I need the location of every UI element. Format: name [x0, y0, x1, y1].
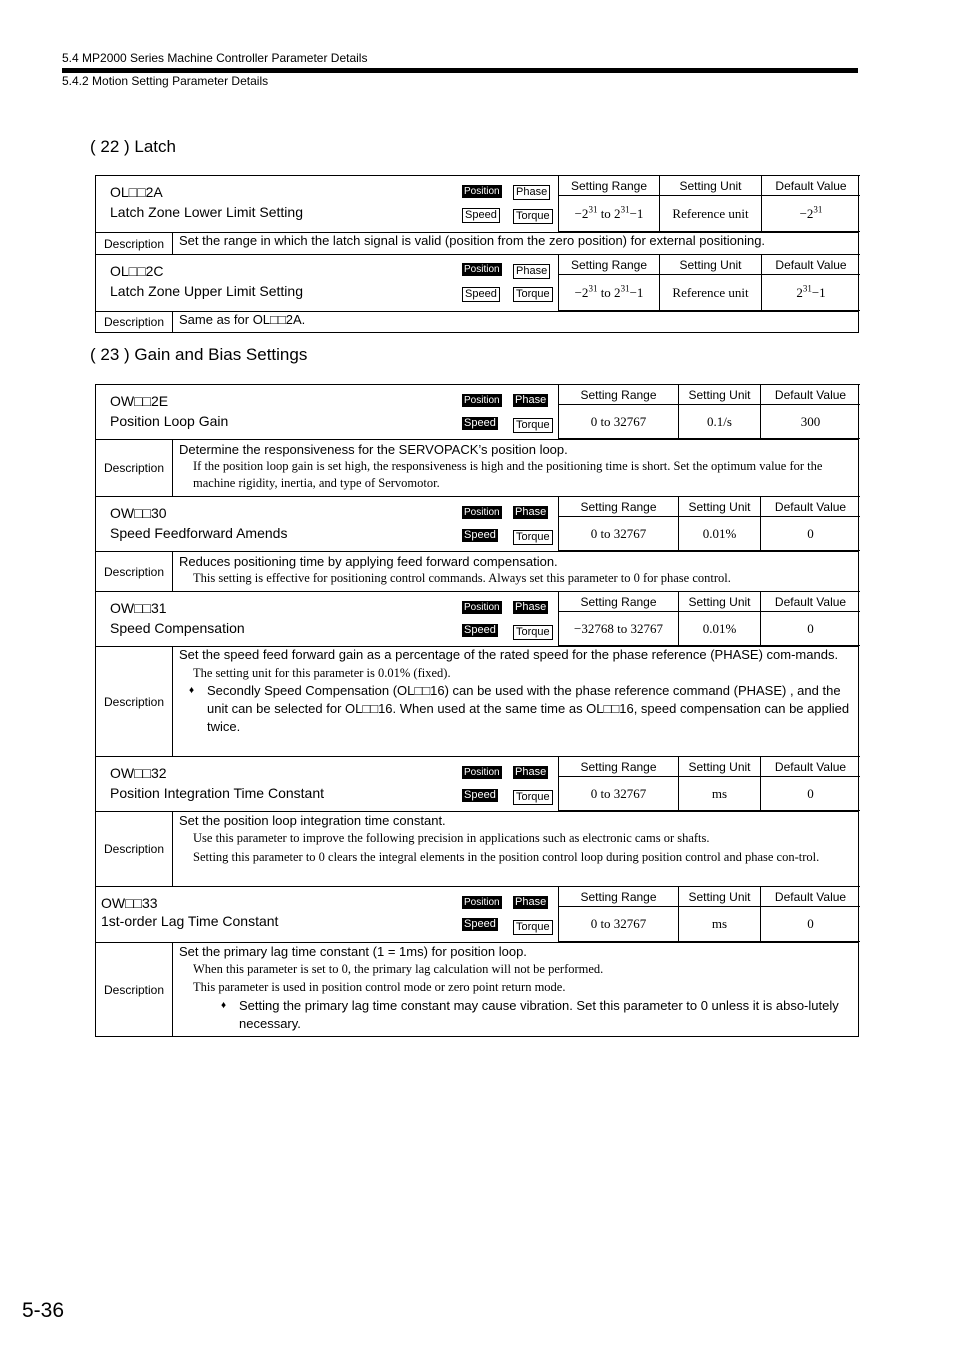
- header-default-value: Default Value: [761, 757, 861, 777]
- param-row-ow33: [96, 886, 858, 942]
- description-body: [173, 440, 858, 496]
- setting-range: 0 to 32767: [559, 517, 679, 551]
- header-setting-unit: Setting Unit: [660, 255, 762, 275]
- mode-position-active: Position: [464, 602, 500, 613]
- setting-range: $-2^{31}$ to $2^{31}-1$: [559, 196, 660, 232]
- param-row-ol2c: [96, 254, 858, 311]
- param-code: OL□□2C: [110, 263, 164, 279]
- description-row: [96, 232, 858, 254]
- description-note: If the position loop gain is set high, the responsiveness is high and the positioning time is short. Set the optimum value for the machine rigidity, inertia, and type of Servomotor.: [193, 459, 823, 490]
- setting-unit: 0.01%: [679, 612, 761, 646]
- setting-unit: ms: [679, 907, 761, 942]
- header-setting-range: Setting Range: [559, 757, 679, 777]
- param-code: OW□□30: [110, 505, 167, 521]
- setting-range: 0 to 32767: [559, 907, 679, 942]
- setting-range: −32768 to 32767: [559, 612, 679, 646]
- param-name: Latch Zone Lower Limit Setting: [110, 204, 303, 220]
- header-setting-unit: Setting Unit: [660, 176, 762, 196]
- description-body: [173, 647, 858, 756]
- description-bullet: ♦ Secondly Speed Compensation (OL□□16) can be used with the phase reference command (PHASE) , and the unit can be selected for OL□□16. When used at the same time as OL□□16, speed compensation can be applied twice.: [189, 683, 850, 734]
- param-code: OL□□2A: [110, 184, 163, 200]
- mode-phase-active: Phase: [515, 766, 547, 778]
- description-label: Description: [96, 440, 173, 496]
- mode-speed-active: Speed: [464, 417, 496, 429]
- description-text: Set the speed feed forward gain as a percentage of the rated speed for the phase reference (PHASE) com-mands.: [179, 647, 839, 662]
- header-setting-range: Setting Range: [559, 497, 679, 517]
- param-row-ol2a: [96, 176, 858, 232]
- default-value: 0: [761, 517, 861, 551]
- bullet-icon: ♦: [189, 685, 195, 696]
- description-text: Set the primary lag time constant (1 = 1ms) for position loop.: [179, 944, 527, 959]
- header-rule: [62, 68, 858, 73]
- setting-range: $-2^{31}$ to $2^{31}-1$: [559, 275, 660, 311]
- param-name: 1st-order Lag Time Constant: [101, 913, 279, 929]
- description-label: Description: [96, 312, 173, 332]
- description-body: [173, 943, 858, 1036]
- description-bullet: ♦ Setting the primary lag time constant may cause vibration. Set this parameter to 0 unless it is abso-lutely necessary.: [221, 998, 839, 1031]
- setting-range: 0 to 32767: [559, 777, 679, 811]
- param-value-table: [558, 496, 860, 551]
- mode-speed-inactive: Speed: [462, 208, 500, 223]
- gain-bias-parameter-table: [95, 384, 859, 1037]
- param-row-ow30: [96, 496, 858, 551]
- default-value: 0: [761, 907, 861, 942]
- param-row-ow31: [96, 591, 858, 646]
- param-name: Speed Compensation: [110, 620, 245, 636]
- param-name: Speed Feedforward Amends: [110, 525, 288, 541]
- description-row: [96, 439, 858, 496]
- setting-unit: 0.01%: [679, 517, 761, 551]
- setting-unit: ms: [679, 777, 761, 811]
- header-setting-unit: Setting Unit: [679, 887, 761, 907]
- mode-position-active: Position: [464, 264, 500, 275]
- header-default-value: Default Value: [762, 176, 861, 196]
- param-value-table: [558, 756, 860, 811]
- header-default-value: Default Value: [761, 497, 861, 517]
- section-heading-gain-bias: ( 23 ) Gain and Bias Settings: [90, 345, 308, 364]
- mode-speed-active: Speed: [464, 529, 496, 541]
- description-label: Description: [96, 233, 173, 254]
- header-setting-unit: Setting Unit: [679, 757, 761, 777]
- mode-phase-inactive: Phase: [513, 264, 550, 279]
- running-header-section: 5.4 MP2000 Series Machine Controller Parameter Details: [62, 51, 368, 65]
- default-value: 0: [761, 777, 861, 811]
- default-value: 300: [761, 405, 861, 439]
- default-value: $-2^{31}$: [762, 196, 861, 232]
- param-row-ow32: [96, 756, 858, 811]
- mode-speed-active: Speed: [464, 918, 496, 930]
- header-setting-unit: Setting Unit: [679, 592, 761, 612]
- header-setting-unit: Setting Unit: [679, 497, 761, 517]
- mode-torque-inactive: Torque: [513, 530, 553, 545]
- mode-speed-active: Speed: [464, 789, 496, 801]
- description-note: The setting unit for this parameter is 0.01% (fixed).: [193, 666, 451, 680]
- mode-position-active: Position: [464, 507, 500, 518]
- default-value: 0: [761, 612, 861, 646]
- description-note: Setting this parameter to 0 clears the integral elements in the position control loop during position control and phase con-trol.: [193, 850, 820, 864]
- description-row: [96, 811, 858, 886]
- description-note: When this parameter is set to 0, the primary lag calculation will not be performed.: [193, 962, 604, 976]
- param-name: Latch Zone Upper Limit Setting: [110, 283, 303, 299]
- param-value-table: [558, 175, 860, 232]
- mode-torque-inactive: Torque: [513, 920, 553, 935]
- bullet-icon: ♦: [221, 1000, 227, 1011]
- param-value-table: [558, 591, 860, 646]
- mode-torque-inactive: Torque: [513, 625, 553, 640]
- section-heading-latch: ( 22 ) Latch: [90, 137, 176, 156]
- description-note: This setting is effective for positioning control commands. Always set this parameter to 0 for phase control.: [193, 571, 731, 585]
- header-setting-range: Setting Range: [559, 887, 679, 907]
- mode-phase-inactive: Phase: [513, 185, 550, 200]
- param-value-table: [558, 254, 860, 311]
- description-body: [173, 552, 858, 591]
- mode-phase-active: Phase: [515, 506, 547, 518]
- description-text: Set the range in which the latch signal is valid (position from the zero position) for external positioning.: [179, 233, 766, 248]
- param-value-table: [558, 384, 860, 439]
- mode-torque-inactive: Torque: [513, 790, 553, 805]
- header-setting-range: Setting Range: [559, 176, 660, 196]
- description-label: Description: [96, 552, 173, 591]
- description-row: [96, 942, 858, 1036]
- description-label: Description: [96, 647, 173, 756]
- header-default-value: Default Value: [761, 592, 861, 612]
- param-name: Position Loop Gain: [110, 413, 229, 429]
- mode-position-active: Position: [464, 897, 500, 908]
- param-value-table: [558, 886, 860, 942]
- param-code: OW□□2E: [110, 393, 169, 409]
- setting-unit: Reference unit: [660, 196, 762, 232]
- header-setting-unit: Setting Unit: [679, 385, 761, 405]
- description-row: [96, 551, 858, 591]
- param-code: OW□□31: [110, 600, 167, 616]
- header-default-value: Default Value: [761, 385, 861, 405]
- mode-torque-inactive: Torque: [513, 287, 553, 302]
- param-row-ow2e: [96, 385, 858, 439]
- mode-phase-active: Phase: [515, 601, 547, 613]
- description-body: [173, 812, 858, 886]
- param-code: OW□□32: [110, 765, 167, 781]
- mode-phase-active: Phase: [515, 896, 547, 908]
- header-setting-range: Setting Range: [559, 592, 679, 612]
- setting-unit: 0.1/s: [679, 405, 761, 439]
- description-text: Set the position loop integration time constant.: [179, 813, 446, 828]
- description-row: [96, 646, 858, 756]
- setting-unit: Reference unit: [660, 275, 762, 311]
- description-text: Determine the responsiveness for the SERVOPACK’s position loop.: [179, 442, 568, 457]
- mode-torque-inactive: Torque: [513, 418, 553, 433]
- header-setting-range: Setting Range: [559, 255, 660, 275]
- page-number: 5-36: [22, 1299, 65, 1322]
- mode-speed-active: Speed: [464, 624, 496, 636]
- description-note: This parameter is used in position control mode or zero point return mode.: [193, 980, 566, 994]
- mode-position-active: Position: [464, 767, 500, 778]
- header-default-value: Default Value: [762, 255, 861, 275]
- header-setting-range: Setting Range: [559, 385, 679, 405]
- latch-parameter-table: [95, 175, 859, 333]
- header-default-value: Default Value: [761, 887, 861, 907]
- mode-torque-inactive: Torque: [513, 209, 553, 224]
- mode-position-active: Position: [464, 186, 500, 197]
- mode-speed-inactive: Speed: [462, 287, 500, 302]
- description-text: Same as for OL□□2A.: [179, 312, 306, 327]
- description-row: [96, 311, 858, 332]
- mode-position-active: Position: [464, 395, 500, 406]
- param-name: Position Integration Time Constant: [110, 785, 325, 801]
- description-label: Description: [96, 812, 173, 886]
- param-code: OW□□33: [101, 895, 158, 911]
- description-note: Use this parameter to improve the following precision in applications such as electronic cams or shafts.: [193, 831, 710, 845]
- description-text: Reduces positioning time by applying feed forward compensation.: [179, 554, 558, 569]
- default-value: $2^{31}-1$: [762, 275, 861, 311]
- description-label: Description: [96, 943, 173, 1036]
- running-header-subsection: 5.4.2 Motion Setting Parameter Details: [62, 74, 269, 88]
- setting-range: 0 to 32767: [559, 405, 679, 439]
- mode-phase-active: Phase: [515, 394, 547, 406]
